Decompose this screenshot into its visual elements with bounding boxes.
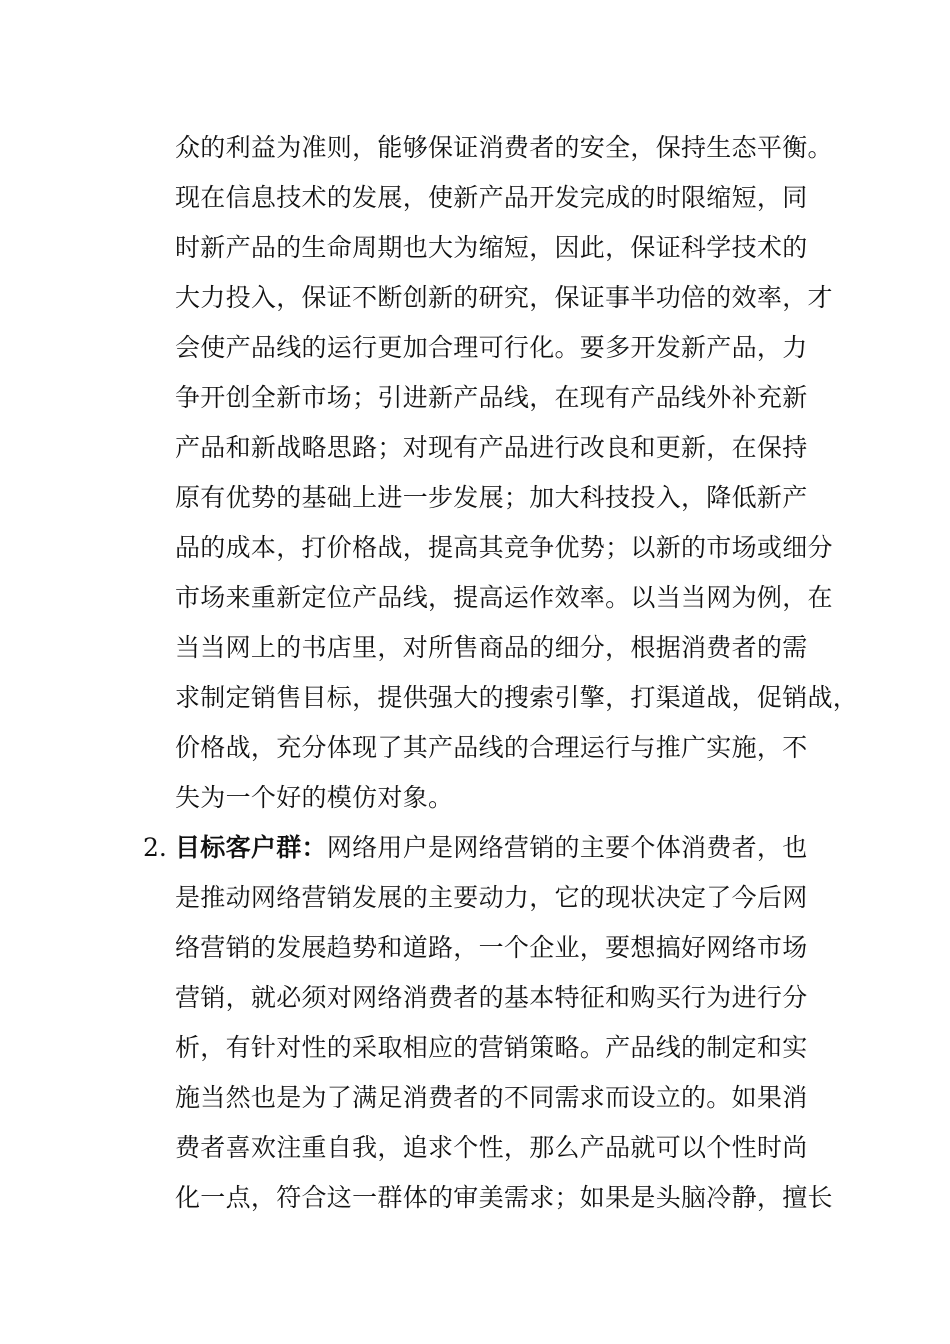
list-item-first-line-text: 网络用户是网络营销的主要个体消费者，也 [326,833,808,862]
text-line: 现在信息技术的发展，使新产品开发完成的时限缩短，同 [175,183,808,212]
text-line: 众的利益为准则，能够保证消费者的安全，保持生态平衡。 [175,133,833,162]
text-line: 大力投入，保证不断创新的研究，保证事半功倍的效率，才 [175,283,833,312]
list-number: 2. [143,833,167,862]
text-line: 费者喜欢注重自我，追求个性，那么产品就可以个性时尚 [175,1133,808,1162]
text-line: 络营销的发展趋势和道路，一个企业，要想搞好网络市场 [175,933,808,962]
text-line: 析，有针对性的采取相应的营销策略。产品线的制定和实 [175,1033,808,1062]
text-line: 会使产品线的运行更加合理可行化。要多开发新产品，力 [175,333,808,362]
text-line: 失为一个好的模仿对象。 [175,783,454,812]
text-line: 化一点，符合这一群体的审美需求；如果是头脑冷静，擅长 [175,1183,833,1212]
text-line: 产品和新战略思路；对现有产品进行改良和更新，在保持 [175,433,808,462]
text-line: 原有优势的基础上进一步发展；加大科技投入，降低新产 [175,483,808,512]
text-line: 当当网上的书店里，对所售商品的细分，根据消费者的需 [175,633,808,662]
text-line: 求制定销售目标，提供强大的搜索引擎，打渠道战，促销战， [175,683,859,712]
list-item-term: 目标客户群： [175,833,327,862]
text-line: 市场来重新定位产品线，提高运作效率。以当当网为例，在 [175,583,833,612]
text-line: 争开创全新市场；引进新产品线，在现有产品线外补充新 [175,383,808,412]
text-line: 营销，就必须对网络消费者的基本特征和购买行为进行分 [175,983,808,1012]
text-line: 价格战，充分体现了其产品线的合理运行与推广实施，不 [175,733,808,762]
text-line: 品的成本，打价格战，提高其竞争优势；以新的市场或细分 [175,533,833,562]
text-line: 是推动网络营销发展的主要动力，它的现状决定了今后网 [175,883,808,912]
list-item-first-line [175,823,825,873]
text-line: 时新产品的生命周期也大为缩短，因此，保证科学技术的 [175,233,808,262]
text-line: 施当然也是为了满足消费者的不同需求而设立的。如果消 [175,1083,808,1112]
